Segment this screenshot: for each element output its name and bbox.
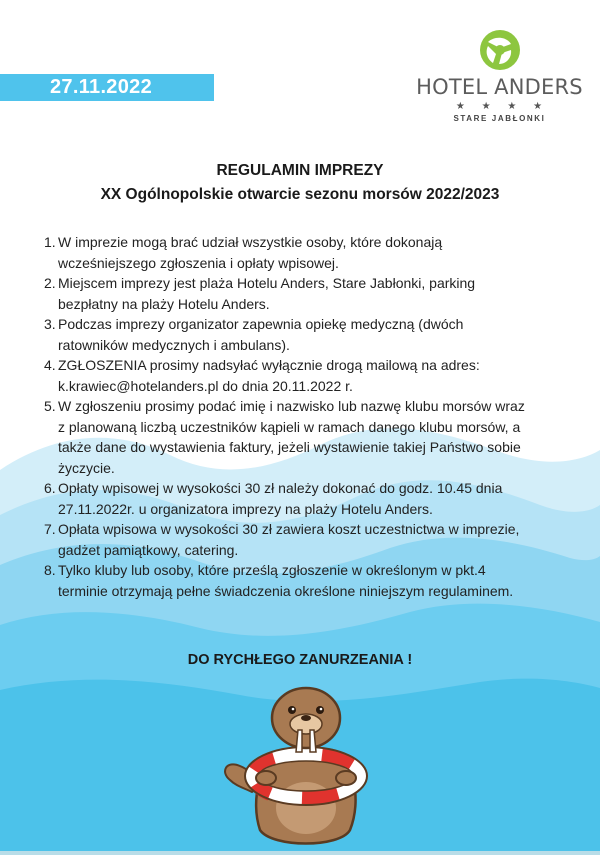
walrus-illustration bbox=[222, 680, 372, 850]
rule-number: 8. bbox=[44, 562, 56, 578]
rules-list bbox=[44, 232, 574, 601]
rule-text: W imprezie mogą brać udział wszystkie osoby, które dokonają wcześniejszego zgłoszenia i opłaty wpisowej. bbox=[58, 234, 443, 271]
rule-item bbox=[44, 355, 574, 396]
rule-text: Opłata wpisowa w wysokości 30 zł zawiera koszt uczestnictwa w imprezie, gadżet pamiątkowy, catering. bbox=[58, 521, 520, 558]
rule-item bbox=[44, 519, 574, 560]
rule-number: 7. bbox=[44, 521, 56, 537]
document-subtitle: XX Ogólnopolskie otwarcie sezonu morsów 2022/2023 bbox=[100, 186, 500, 203]
rule-item bbox=[44, 314, 574, 355]
rule-number: 3. bbox=[44, 316, 56, 332]
rule-item bbox=[44, 273, 574, 314]
date-banner bbox=[0, 74, 214, 101]
closing-slogan: DO RYCHŁEGO ZANURZEANIA ! bbox=[187, 652, 413, 668]
hotel-location: STARE JABŁONKI bbox=[453, 114, 546, 123]
rule-number: 2. bbox=[44, 275, 56, 291]
rule-text: Podczas imprezy organizator zapewnia opiekę medyczną (dwóch ratowników medycznych i ambulans). bbox=[58, 316, 464, 353]
hotel-stars: ★ ★ ★ ★ bbox=[455, 101, 550, 112]
document-title: REGULAMIN IMPREZY bbox=[216, 162, 384, 179]
rule-text: Opłaty wpisowej w wysokości 30 zł należy dokonać do godz. 10.45 dnia 27.11.2022r. u organizatora imprezy na plaży Hotelu Anders. bbox=[58, 480, 503, 517]
rule-number: 4. bbox=[44, 357, 56, 373]
hotel-logo-icon bbox=[478, 28, 522, 72]
event-date: 27.11.2022 bbox=[50, 76, 152, 98]
rule-number: 1. bbox=[44, 234, 56, 250]
rule-number: 6. bbox=[44, 480, 56, 496]
rule-item bbox=[44, 396, 574, 478]
rule-text: Tylko kluby lub osoby, które prześlą zgłoszenie w określonym w pkt.4 terminie otrzymają pełne świadczenia określone niniejszym regulaminem. bbox=[58, 562, 514, 599]
hotel-logo bbox=[412, 28, 587, 146]
rule-item bbox=[44, 478, 574, 519]
bottom-divider bbox=[0, 851, 600, 855]
rule-number: 5. bbox=[44, 398, 56, 414]
rule-text: Miejscem imprezy jest plaża Hotelu Anders, Stare Jabłonki, parking bezpłatny na plaży Hotelu Anders. bbox=[58, 275, 476, 312]
rule-item bbox=[44, 232, 574, 273]
rule-text: ZGŁOSZENIA prosimy nadsyłać wyłącznie drogą mailową na adres: k.krawiec@hotelanders.pl do dnia 20.11.2022 r. bbox=[58, 357, 480, 394]
hotel-name: HOTEL ANDERS bbox=[416, 75, 583, 99]
rule-item bbox=[44, 560, 574, 601]
rule-text: W zgłoszeniu prosimy podać imię i nazwisko lub nazwę klubu morsów wraz z planowaną liczbą uczestników kąpieli w ramach danego klubu morsów, a także dane do wystawienia faktury, jeżeli wystawienie takiej Państwo sobie życzycie. bbox=[58, 398, 525, 476]
